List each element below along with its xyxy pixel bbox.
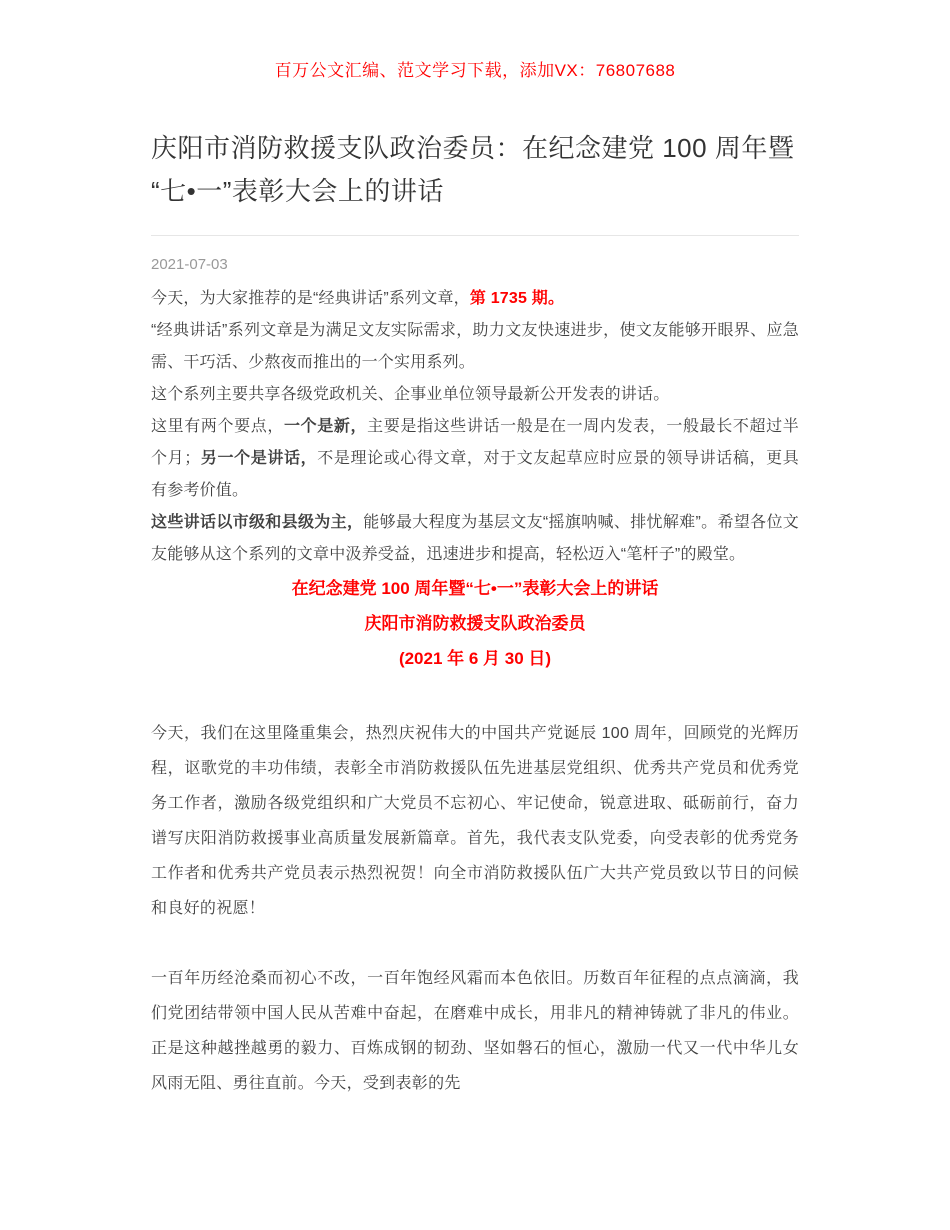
speech-author-heading <box>151 606 799 641</box>
intro-paragraph <box>151 411 799 507</box>
article-title: 庆阳市消防救援支队政治委员：在纪念建党 100 周年暨“七•一”表彰大会上的讲话 <box>151 133 795 206</box>
article <box>151 127 799 1161</box>
text-segment: 这个系列主要共享各级党政机关、企事业单位领导最新公开发表的讲话。 <box>151 386 670 403</box>
body-paragraph <box>151 716 799 926</box>
text-segment: “经典讲话”系列文章是为满足文友实际需求，助力文友快速进步，使文友能够开眼界、应急需、干巧活、少熬夜而推出的一个实用系列。 <box>151 322 799 371</box>
intro-paragraph <box>151 507 799 571</box>
title-divider <box>151 235 799 236</box>
text-segment: 主要是指这些讲话一般是在一周内发表，一般最长不超过半个月； <box>151 418 799 467</box>
intro-paragraph <box>151 379 799 411</box>
text-segment: 今天，我们在这里隆重集会，热烈庆祝伟大的中国共产党诞辰 100 周年，回顾党的光辉历程，讴歌党的丰功伟绩，表彰全市消防救援队伍先进基层党组织、优秀共产党员和优秀党务工作者，激励各级党组织和广大党员不忘初心、牢记使命，锐意进取、砥砺前行，奋力谱写庆阳消防救援事业高质量发展新篇章。首先，我代表支队党委，向受表彰的优秀党务工作者和优秀共产党员表示热烈祝贺！向全市消防救援队伍广大共产党员致以节日的问候和良好的祝愿！ <box>151 725 799 917</box>
promo-banner: 百万公文汇编、范文学习下载，添加VX：76807688 <box>274 61 676 80</box>
text-segment: 在纪念建党 100 周年暨“七•一”表彰大会上的讲话 <box>291 579 659 598</box>
text-segment: (2021 年 6 月 30 日) <box>398 649 552 668</box>
intro-paragraph <box>151 283 799 315</box>
text-segment: 庆阳市消防救援支队政治委员 <box>364 614 586 633</box>
speech-date-heading <box>151 641 799 676</box>
intro-paragraph <box>151 315 799 379</box>
text-segment: 今天，为大家推荐的是“经典讲话”系列文章， <box>151 290 470 307</box>
text-segment: 一百年历经沧桑而初心不改，一百年饱经风霜而本色依旧。历数百年征程的点点滴滴，我们党团结带领中国人民从苦难中奋起，在磨难中成长，用非凡的精神铸就了非凡的伟业。正是这种越挫越勇的毅力、百炼成钢的韧劲、坚如磐石的恒心，激励一代又一代中华儿女风雨无阻、勇往直前。今天，受到表彰的先 <box>151 970 799 1092</box>
text-segment: 一个是新， <box>284 418 368 435</box>
article-content <box>151 283 799 1101</box>
speech-title-heading <box>151 571 799 606</box>
text-segment: 能够最大程度为基层文友“摇旗呐喊、排忧解难”。希望各位文友能够从这个系列的文章中汲养受益，迅速进步和提高，轻松迈入“笔杆子”的殿堂。 <box>151 514 799 563</box>
text-segment: 不是理论或心得文章，对于文友起草应时应景的领导讲话稿，更具有参考价值。 <box>151 450 799 499</box>
text-segment: 这里有两个要点， <box>151 418 285 435</box>
text-segment: 另一个是讲话， <box>200 450 318 467</box>
text-segment: 第 1735 期。 <box>469 290 565 307</box>
text-segment: 这些讲话以市级和县级为主， <box>151 514 364 531</box>
article-date: 2021-07-03 <box>151 256 228 273</box>
body-paragraph <box>151 961 799 1101</box>
